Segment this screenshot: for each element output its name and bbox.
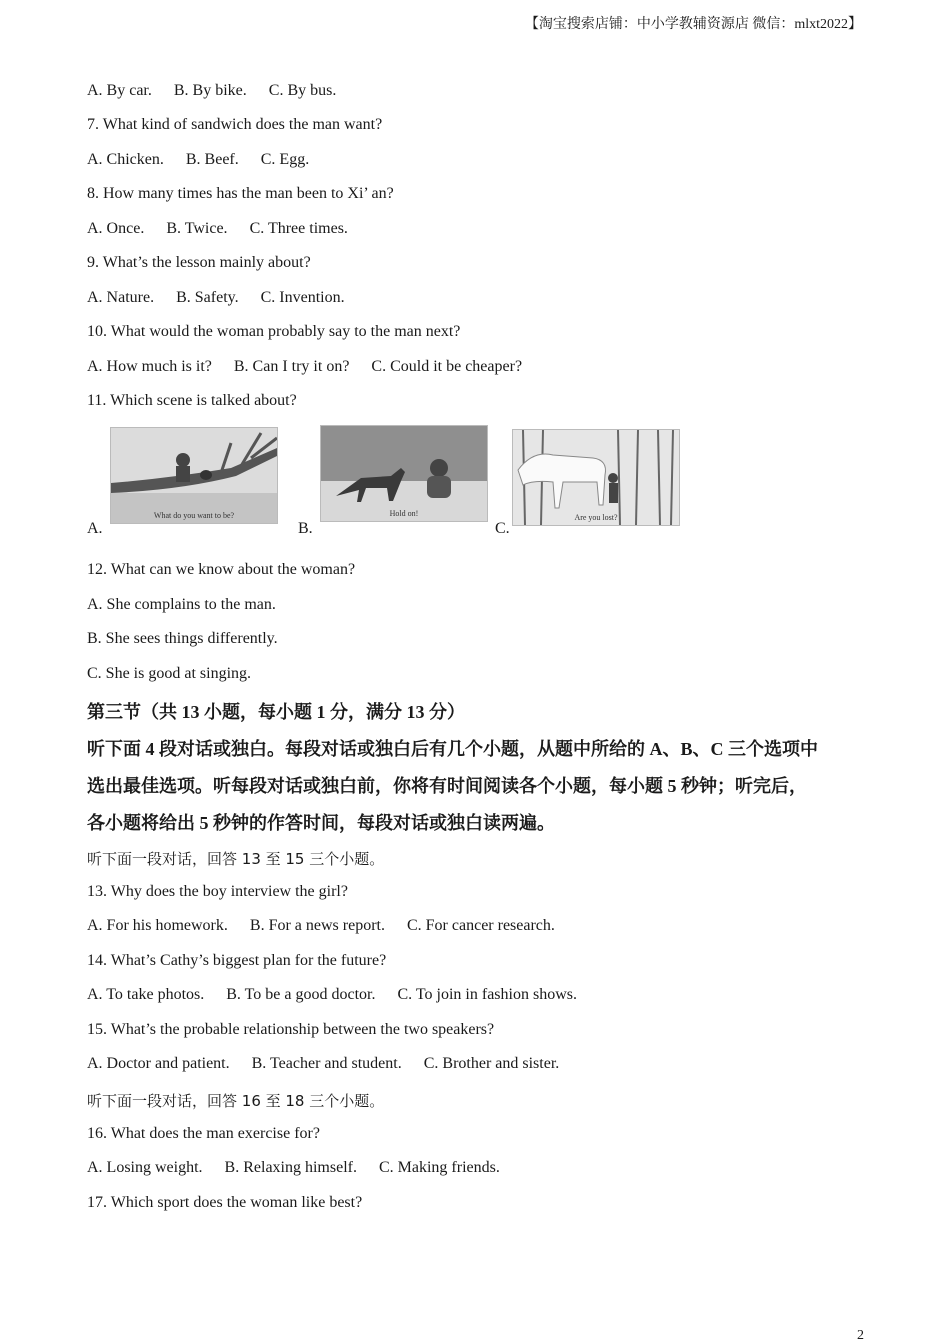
q10-option-c: C. Could it be cheaper? bbox=[371, 358, 523, 375]
q14-options bbox=[87, 986, 595, 1004]
q11-label-c: C. bbox=[495, 520, 510, 537]
q7-options bbox=[87, 151, 327, 169]
q7-question: 7. What kind of sandwich does the man want? bbox=[87, 116, 383, 133]
q11-caption-b: Hold on! bbox=[389, 509, 419, 518]
q11-label-a: A. bbox=[87, 520, 103, 537]
q9-question: 9. What’s the lesson mainly about? bbox=[87, 254, 311, 271]
q15-options bbox=[87, 1055, 577, 1073]
q13-option-b: B. For a news report. bbox=[249, 917, 385, 934]
q15-option-c: C. Brother and sister. bbox=[423, 1055, 560, 1072]
q17-question: 17. Which sport does the woman like best? bbox=[87, 1194, 363, 1211]
q11-picture-a bbox=[110, 427, 278, 524]
q14-option-a: A. To take photos. bbox=[87, 986, 205, 1003]
q9-options bbox=[87, 289, 363, 307]
q13-option-c: C. For cancer research. bbox=[406, 917, 555, 934]
q6-option-b: B. By bike. bbox=[173, 82, 247, 99]
q14-question: 14. What’s Cathy’s biggest plan for the future? bbox=[87, 952, 387, 969]
q16-option-c: C. Making friends. bbox=[378, 1159, 500, 1176]
q8-question: 8. How many times has the man been to Xi’ an? bbox=[87, 185, 394, 202]
q8-option-c: C. Three times. bbox=[249, 220, 348, 237]
q6-option-a: A. By car. bbox=[87, 82, 152, 99]
q9-option-a: A. Nature. bbox=[87, 289, 155, 306]
q16-option-b: B. Relaxing himself. bbox=[224, 1159, 357, 1176]
q9-option-b: B. Safety. bbox=[176, 289, 239, 306]
q12-option-c: C. She is good at singing. bbox=[87, 665, 252, 682]
q8-option-b: B. Twice. bbox=[166, 220, 228, 237]
q13-options bbox=[87, 917, 573, 935]
page-header: 【淘宝搜索店铺：中小学教辅资源店 微信：mlxt2022】 bbox=[524, 17, 862, 32]
q9-option-c: C. Invention. bbox=[260, 289, 345, 306]
q6-option-c: C. By bus. bbox=[268, 82, 337, 99]
q15-question: 15. What’s the probable relationship between the two speakers? bbox=[87, 1021, 495, 1038]
q10-option-a: A. How much is it? bbox=[87, 358, 212, 375]
section3-instruction-1: 听下面 4 段对话或独白。每段对话或独白后有几个小题，从题中所给的 A、B、C 三个选项中 bbox=[87, 739, 818, 759]
page-number: 2 bbox=[857, 1328, 864, 1343]
q11-question: 11. Which scene is talked about? bbox=[87, 392, 297, 409]
q11-picture-c bbox=[512, 429, 680, 526]
dialog1-intro: 听下面一段对话，回答 13 至 15 三个小题。 bbox=[87, 850, 385, 868]
q12-option-a: A. She complains to the man. bbox=[87, 596, 276, 613]
section3-title: 第三节（共 13 小题，每小题 1 分，满分 13 分） bbox=[87, 702, 465, 722]
q10-option-b: B. Can I try it on? bbox=[233, 358, 350, 375]
q16-option-a: A. Losing weight. bbox=[87, 1159, 203, 1176]
q13-question: 13. Why does the boy interview the girl? bbox=[87, 883, 348, 900]
q15-option-b: B. Teacher and student. bbox=[251, 1055, 402, 1072]
q6-options bbox=[87, 82, 354, 100]
q10-question: 10. What would the woman probably say to the man next? bbox=[87, 323, 461, 340]
q7-option-c: C. Egg. bbox=[260, 151, 310, 168]
section3-instruction-2: 选出最佳选项。听每段对话或独白前，你将有时间阅读各个小题，每小题 5 秒钟；听完后， bbox=[87, 776, 807, 796]
section3-instruction-3: 各小题将给出 5 秒钟的作答时间，每段对话或独白读两遍。 bbox=[87, 813, 555, 833]
q16-options bbox=[87, 1159, 518, 1177]
q12-option-b: B. She sees things differently. bbox=[87, 630, 278, 647]
q7-option-a: A. Chicken. bbox=[87, 151, 164, 168]
q10-options bbox=[87, 358, 540, 376]
q16-question: 16. What does the man exercise for? bbox=[87, 1125, 320, 1142]
q11-picture-b bbox=[320, 425, 488, 522]
q8-option-a: A. Once. bbox=[87, 220, 145, 237]
q11-label-b: B. bbox=[298, 520, 313, 537]
q13-option-a: A. For his homework. bbox=[87, 917, 228, 934]
dialog2-intro: 听下面一段对话，回答 16 至 18 三个小题。 bbox=[87, 1092, 385, 1110]
q14-option-b: B. To be a good doctor. bbox=[226, 986, 376, 1003]
q7-option-b: B. Beef. bbox=[185, 151, 239, 168]
q11-caption-c: Are you lost? bbox=[574, 513, 618, 522]
q15-option-a: A. Doctor and patient. bbox=[87, 1055, 230, 1072]
q11-caption-a: What do you want to be? bbox=[153, 511, 235, 520]
q12-question: 12. What can we know about the woman? bbox=[87, 561, 356, 578]
q14-option-c: C. To join in fashion shows. bbox=[397, 986, 577, 1003]
q8-options bbox=[87, 220, 366, 238]
